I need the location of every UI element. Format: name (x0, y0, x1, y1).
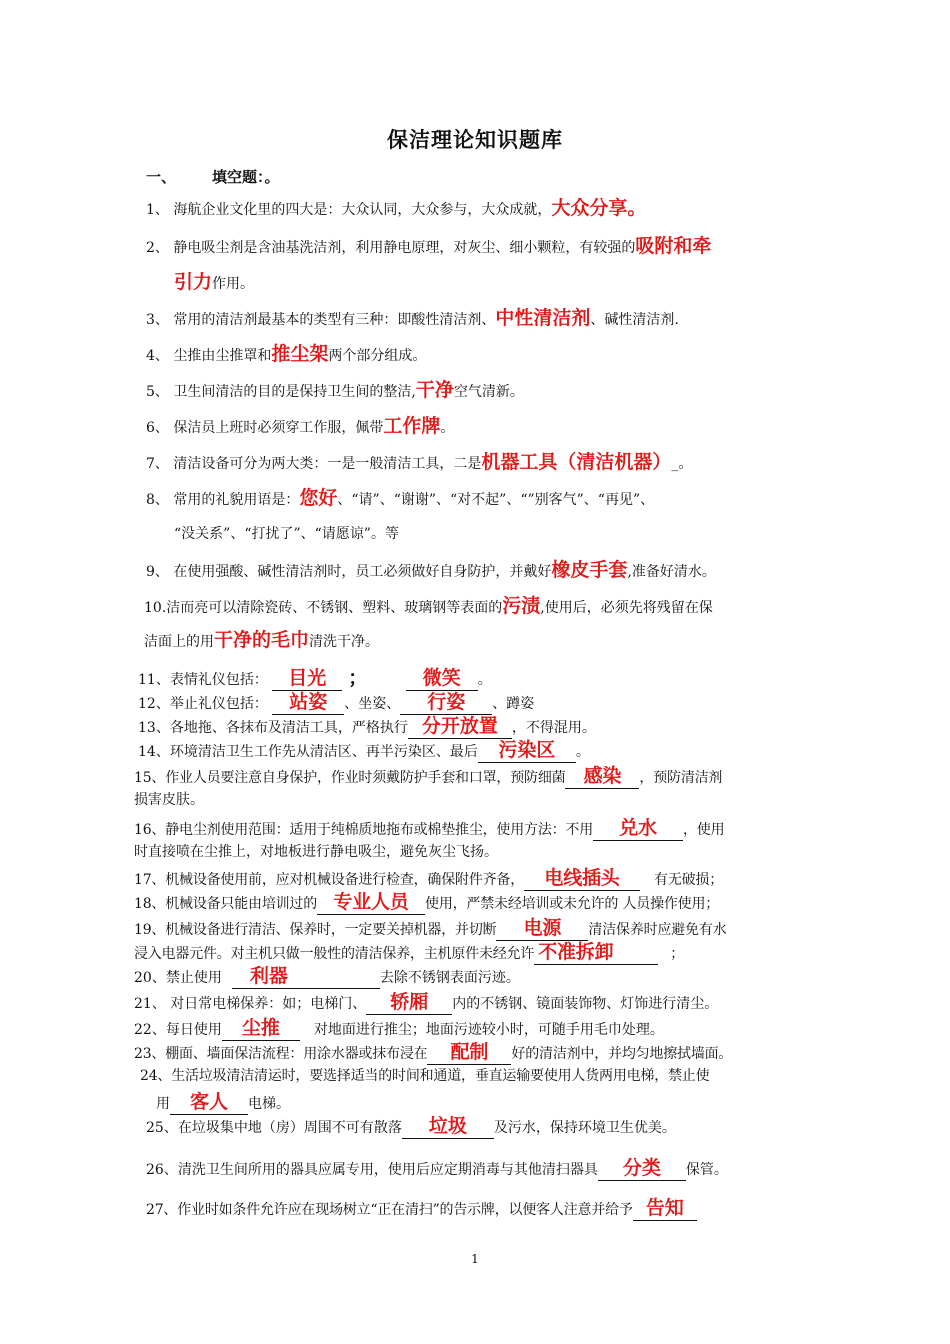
question-text: 两个部分组成。 (328, 348, 427, 364)
blank (402, 1116, 494, 1139)
answer: 电源 (523, 917, 562, 939)
question-text: “没关系”、“打扰了”、“请愿谅”。等 (174, 526, 399, 542)
question-27 (146, 1198, 697, 1221)
answer: 引力 (174, 271, 213, 293)
answer: 感染 (583, 765, 622, 787)
question-2 (146, 236, 711, 258)
question-text: 去除不锈钢表面污迹。 (379, 970, 520, 986)
question-text: 洁面上的用 (144, 634, 214, 650)
question-text: ，使用 (683, 822, 725, 838)
question-21 (134, 992, 718, 1015)
question-text: ； (348, 667, 368, 689)
question-text: 27、作业时如条件允许应在现场树立“正在清扫”的告示牌，以便客人注意并给予 (146, 1202, 633, 1218)
question-text: 作用。 (212, 276, 255, 292)
answer: 中性清洁剂 (495, 307, 591, 329)
question-6 (146, 416, 454, 438)
question-text: 9、 在使用强酸、碱性清洁剂时，员工必须做好自身防护，并戴好 (146, 564, 552, 580)
answer: 工作牌 (383, 415, 441, 437)
answer: 污渍 (502, 595, 541, 617)
answer: 干净 (415, 379, 454, 401)
answer: 您好 (299, 487, 338, 509)
question-text: 内的不锈钢、镜面装饰物、灯饰进行清尘。 (452, 996, 719, 1012)
blank (478, 740, 576, 763)
answer: 尘推 (241, 1017, 280, 1039)
blank (593, 818, 683, 841)
answer: 污染区 (498, 739, 556, 761)
question-15-cont (134, 790, 204, 810)
question-text: 、碱性清洁剂. (590, 312, 679, 328)
question-text: 时直接喷在尘推上，对地板进行静电吸尘，避免灰尘飞扬。 (134, 844, 498, 860)
question-text: 空气清新。 (453, 384, 524, 400)
question-text: 、坐姿、 (344, 696, 401, 712)
question-text: 浸入电器元件。对主机只做一般性的清洁保养，主机原件未经允许 (134, 946, 535, 962)
question-text: 21、 对日常电梯保养：如；电梯门、 (134, 996, 367, 1012)
question-10-cont (144, 630, 379, 652)
question-text: 8、 常用的礼貌用语是： (146, 492, 300, 508)
question-16 (134, 818, 724, 841)
blank (598, 1158, 686, 1181)
question-24 (140, 1066, 709, 1086)
answer: 目光 (288, 667, 327, 689)
question-17 (134, 868, 723, 891)
question-text: ； (670, 946, 685, 962)
blank (272, 668, 342, 691)
question-text: 损害皮肤。 (134, 792, 204, 808)
answer: 利器 (249, 965, 288, 987)
question-8-cont (174, 524, 399, 544)
question-text: 好的清洁剂中，并均匀地擦拭墙面。 (511, 1046, 733, 1062)
section-label: 填空题：。 (212, 168, 280, 186)
question-text: 电梯。 (248, 1096, 290, 1112)
question-15 (134, 766, 722, 789)
answer: 分开放置 (421, 715, 498, 737)
question-text: 12、举止礼仪包括： (138, 696, 268, 712)
question-text: ,使用后，必须先将残留在保 (540, 600, 713, 616)
question-1 (146, 198, 646, 220)
question-14 (138, 740, 590, 763)
question-text: 18、机械设备只能由培训过的 (134, 896, 318, 912)
page-number: 1 (471, 1252, 479, 1266)
blank (524, 868, 640, 891)
question-25 (146, 1116, 676, 1139)
question-text: 23、棚面、墙面保洁流程：用涂水器或抹布浸在 (134, 1046, 428, 1062)
question-text: 5、 卫生间清洁的目的是保持卫生间的整洁, (146, 384, 416, 400)
question-20 (134, 966, 520, 989)
question-text: 11、表情礼仪包括： (138, 672, 268, 688)
question-text: 。 (477, 672, 492, 688)
question-19-cont (134, 942, 684, 965)
question-16-cont (134, 842, 498, 862)
question-text: ,准备好清水。 (627, 564, 716, 580)
answer: 橡皮手套 (551, 559, 628, 581)
question-text: 20、禁止使用 (134, 970, 222, 986)
question-text: 1、 海航企业文化里的四大是：大众认同，大众参与，大众成就， (146, 202, 552, 218)
answer: 客人 (189, 1091, 228, 1113)
question-10 (144, 596, 713, 618)
blank (408, 716, 512, 739)
question-19 (134, 918, 726, 941)
answer: 大众分享。 (551, 197, 647, 219)
question-text: 有无破损； (654, 872, 724, 888)
question-text: 清洁保养时应避免有水 (588, 922, 727, 938)
question-18 (134, 892, 719, 915)
question-text: 16、静电尘剂使用范围：适用于纯棉质地拖布或棉垫推尘，使用方法：不用 (134, 822, 594, 838)
answer: 垃圾 (428, 1115, 467, 1137)
answer: 干净的毛巾 (214, 629, 310, 651)
question-text: 2、 静电吸尘剂是含油基洗洁剂，利用静电原理，对灰尘、细小颗粒，有较强的 (146, 240, 636, 256)
question-text: 24、生活垃圾清洁清运时，要选择适当的时间和通道，垂直运输要使用人货两用电梯，禁止使 (140, 1068, 710, 1084)
question-text: 清洗干净。 (309, 634, 380, 650)
answer: 行姿 (427, 691, 466, 713)
blank (317, 892, 425, 915)
question-text: 4、 尘推由尘推罩和 (146, 348, 272, 364)
question-26 (146, 1158, 728, 1181)
question-text: 25、在垃圾集中地（房）周围不可有散落 (146, 1120, 402, 1136)
question-text: 26、清洗卫生间所用的器具应属专用，使用后应定期消毒与其他清扫器具 (146, 1162, 598, 1178)
question-text: 7、 清洁设备可分为两大类：一是一般清洁工具，二是 (146, 456, 482, 472)
question-text: 及污水，保持环境卫生优美。 (493, 1120, 676, 1136)
question-3 (146, 308, 679, 330)
blank (496, 918, 588, 941)
blank (170, 1092, 248, 1115)
question-text: 。 (575, 744, 590, 760)
blank (633, 1198, 697, 1221)
question-text: 保管。 (685, 1162, 728, 1178)
question-text: 3、 常用的清洁剂最基本的类型有三种：即酸性清洁剂、 (146, 312, 496, 328)
question-11 (138, 668, 492, 691)
answer: 站姿 (289, 691, 328, 713)
answer: 电线插头 (544, 867, 620, 889)
blank (534, 942, 658, 965)
question-9 (146, 560, 716, 582)
answer: 告知 (645, 1197, 684, 1219)
question-22 (134, 1018, 664, 1041)
question-4 (146, 344, 426, 366)
question-text: 、“请”、“谢谢”、“对不起”、“”别客气”、“再见”、 (337, 492, 655, 508)
question-text: _。 (671, 456, 693, 472)
question-text: ，预防清洁剂 (639, 770, 723, 786)
question-text: 17、机械设备使用前，应对机械设备进行检查，确保附件齐备， (134, 872, 525, 888)
blank (222, 1018, 300, 1041)
question-text: 13、各地拖、各抹布及清洁工具，严格执行 (138, 720, 408, 736)
answer: 专业人员 (333, 891, 409, 913)
blank (565, 766, 639, 789)
answer: 不准拆卸 (538, 941, 614, 963)
question-text: 、蹲姿 (492, 696, 535, 712)
section-heading (146, 166, 280, 187)
answer: 微笑 (422, 667, 461, 689)
question-text: 15、作业人员要注意自身保护，作业时须戴防护手套和口罩，预防细菌 (134, 770, 566, 786)
question-12 (138, 692, 534, 715)
blank (366, 992, 452, 1015)
question-text: 14、环境清洁卫生工作先从清洁区、再半污染区、最后 (138, 744, 478, 760)
blank (427, 1042, 511, 1065)
question-7 (146, 452, 692, 474)
blank (272, 692, 344, 715)
question-text: 10.洁而亮可以清除瓷砖、不锈钢、塑料、玻璃钢等表面的 (144, 600, 503, 616)
answer: 配制 (450, 1041, 489, 1063)
question-text: 6、 保洁员上班时必须穿工作服，佩带 (146, 420, 384, 436)
question-text: 用 (156, 1096, 170, 1112)
question-8 (146, 488, 654, 510)
question-5 (146, 380, 524, 402)
question-24-cont (156, 1092, 290, 1115)
blank (400, 692, 492, 715)
question-text: 22、每日使用 (134, 1022, 222, 1038)
question-13 (138, 716, 596, 739)
question-text: 。 (440, 420, 455, 436)
document-title: 保洁理论知识题库 (387, 127, 563, 152)
answer: 轿厢 (390, 991, 429, 1013)
question-text: ，不得混用。 (511, 720, 596, 736)
answer: 吸附和牵 (635, 235, 712, 257)
question-text: 对地面进行推尘；地面污迹较小时，可随手用毛巾处理。 (313, 1022, 664, 1038)
question-text: 使用，严禁未经培训或未允许的 人员操作使用； (425, 896, 720, 912)
question-text: 19、机械设备进行清洁、保养时，一定要关掉机器，并切断 (134, 922, 497, 938)
answer: 机器工具（清洁机器） (481, 451, 672, 473)
section-number: 一、 (146, 168, 177, 186)
blank (406, 668, 478, 691)
answer: 兑水 (619, 817, 657, 839)
question-2-cont (174, 272, 254, 294)
answer: 推尘架 (271, 343, 329, 365)
answer: 分类 (622, 1157, 661, 1179)
question-23 (134, 1042, 732, 1065)
blank (232, 966, 380, 989)
